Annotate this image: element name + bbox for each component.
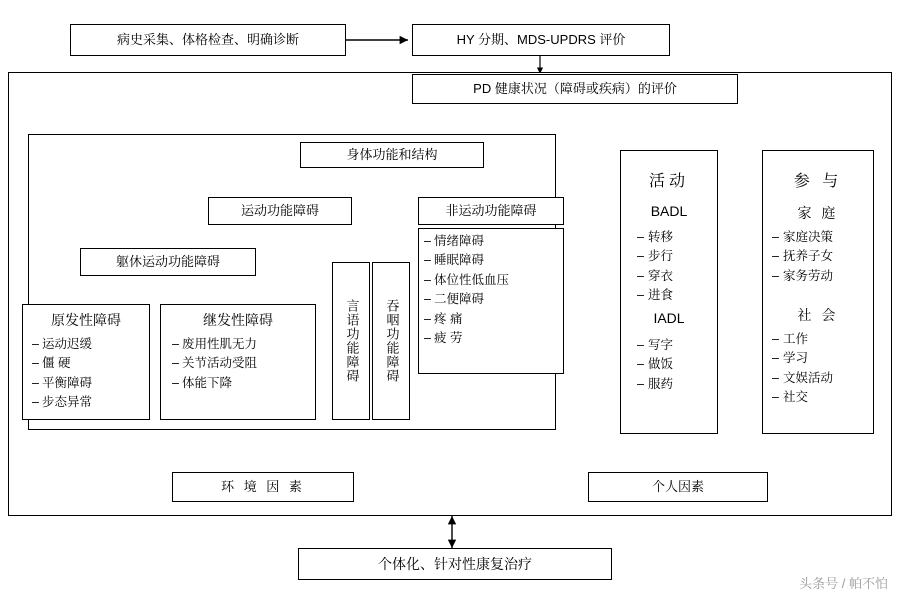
staging-label: HY 分期、MDS-UPDRS 评价 [456, 32, 626, 48]
social-item-3: 社交 [783, 390, 809, 405]
iadl-item-2: 服药 [648, 376, 674, 391]
social-item-0: 工作 [783, 332, 809, 346]
nonmotor-items [434, 232, 558, 348]
social-items [783, 330, 871, 408]
family-item-2: 家务劳动 [783, 268, 834, 283]
family-items [783, 228, 871, 286]
social-item-1: 学习 [783, 351, 809, 366]
nonmotor-dashes: – – – – – – [424, 234, 431, 345]
iadl-item-0: 写字 [648, 338, 674, 352]
activity-title: 活动 [648, 173, 689, 190]
nonmotor-item-4: 疼 痛 [434, 311, 463, 326]
iadl-item-1: 做饭 [648, 357, 674, 372]
social-item-2: 文娱活动 [783, 370, 834, 385]
swallow-impairment-label: 吞咽功能障碍 [384, 299, 400, 383]
nonmotor-item-5: 疲 劳 [434, 330, 463, 345]
therapy-box [298, 548, 612, 580]
family-item-1: 抚养子女 [783, 249, 834, 264]
intake-label: 病史采集、体格检查、明确诊断 [116, 32, 299, 48]
participation-social-title: 社 会 [797, 307, 839, 323]
speech-impairment-label: 言语功能障碍 [344, 299, 360, 383]
assessment-box [412, 74, 738, 104]
primary-item-1: 僵 硬 [42, 356, 71, 371]
nonmotor-item-3: 二便障碍 [434, 292, 485, 307]
secondary-impairment-title: 继发性障碍 [203, 312, 273, 328]
primary-item-2: 平衡障碍 [42, 375, 93, 390]
participation-title: 参 与 [793, 173, 843, 190]
activity-iadl-title: IADL [653, 310, 685, 326]
nonmotor-item-1: 睡眠障碍 [434, 253, 485, 268]
secondary-item-1: 关节活动受阻 [182, 356, 258, 371]
nonmotor-impairment-label: 非运动功能障碍 [445, 203, 537, 219]
activity-badl-title: BADL [650, 203, 688, 219]
environment-label: 环 境 因 素 [221, 479, 305, 495]
primary-items [42, 335, 148, 413]
motor-impairment-box [208, 197, 352, 225]
speech-impairment-box [332, 262, 370, 420]
activity-badl-dashes: – – – – [637, 230, 644, 303]
family-item-0: 家庭决策 [783, 230, 834, 244]
activity-badl-items [648, 228, 714, 306]
badl-item-0: 转移 [648, 230, 674, 244]
swallow-impairment-box [372, 262, 410, 420]
primary-item-0: 运动迟缓 [42, 337, 93, 351]
badl-item-3: 进食 [648, 288, 674, 303]
family-dashes: – – – [772, 230, 779, 283]
badl-item-1: 步行 [648, 249, 674, 264]
personal-factors-box [588, 472, 768, 502]
body-function-title-box [300, 142, 484, 168]
motor-impairment-label: 运动功能障碍 [240, 203, 319, 219]
environment-box [172, 472, 354, 502]
nonmotor-impairment-box [418, 197, 564, 225]
secondary-item-0: 废用性肌无力 [182, 337, 258, 351]
activity-iadl-dashes: – – – [637, 338, 644, 391]
nonmotor-item-2: 体位性低血压 [434, 272, 510, 287]
body-function-title: 身体功能和结构 [346, 147, 438, 163]
watermark: 头条号 / 帕不怕 [799, 576, 888, 591]
personal-factors-label: 个人因素 [651, 479, 704, 495]
secondary-item-2: 体能下降 [182, 375, 233, 390]
assessment-label: PD 健康状况（障碍或疾病）的评价 [473, 81, 677, 97]
participation-family-title: 家 庭 [797, 205, 839, 221]
therapy-label: 个体化、针对性康复治疗 [378, 555, 532, 572]
trunk-limb-label: 躯休运动功能障碍 [115, 254, 220, 270]
secondary-items [182, 335, 314, 393]
primary-impairment-title: 原发性障碍 [51, 312, 121, 328]
secondary-dashes: – – – [172, 337, 179, 390]
intake-box [70, 24, 346, 56]
staging-box [412, 24, 670, 56]
trunk-limb-box [80, 248, 256, 276]
primary-item-3: 步态异常 [42, 395, 93, 410]
social-dashes: – – – – [772, 332, 779, 405]
activity-iadl-items [648, 336, 714, 394]
primary-dashes: – – – – [32, 337, 39, 410]
badl-item-2: 穿衣 [648, 268, 674, 283]
nonmotor-item-0: 情绪障碍 [434, 234, 485, 248]
